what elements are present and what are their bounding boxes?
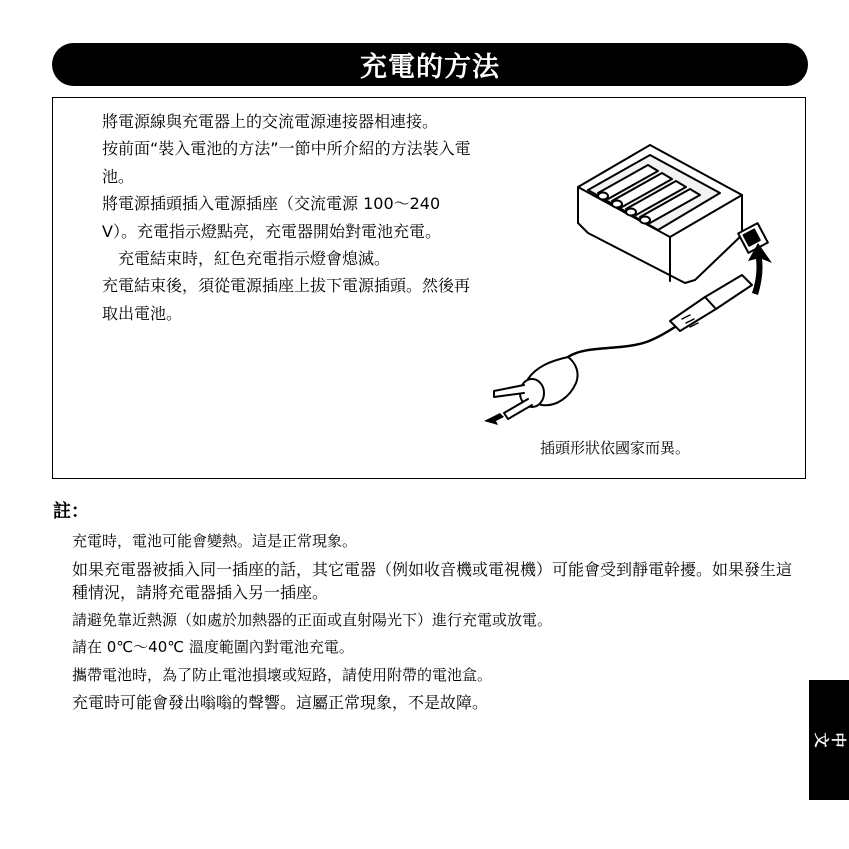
step-1: 將電源線與充電器上的交流電源連接器相連接。 xyxy=(102,112,439,131)
section-title-banner xyxy=(52,43,808,86)
plug-prong-lower xyxy=(504,399,532,419)
note-item: 請在 0℃～40℃ 溫度範圍內對電池充電。 xyxy=(72,638,354,656)
direction-arrow-icon xyxy=(484,413,504,425)
instruction-steps xyxy=(102,108,478,327)
notes-list xyxy=(72,530,802,719)
charger-illustration xyxy=(480,135,790,435)
note-item: 攜帶電池時，為了防止電池損壞或短路，請使用附帶的電池盒。 xyxy=(72,665,493,684)
notes-heading: 註： xyxy=(53,501,89,522)
note-item: 請避免靠近熱源（如處於加熱器的正面或直射陽光下）進行充電或放電。 xyxy=(72,610,553,629)
step-note: 充電結束時，紅色充電指示燈會熄滅。 xyxy=(118,249,391,269)
step-4: 充電結束後，須從電源插座上拔下電源插頭。然後再取出電池。 xyxy=(102,276,471,323)
plug-caption: 插頭形狀依國家而異。 xyxy=(540,439,691,457)
note-item: 如果充電器被插入同一插座的話，其它電器（例如收音機或電視機）可能會受到靜電幹擾。如果發生這種情況，請將充電器插入另一插座。 xyxy=(72,559,793,602)
page-title: 充電的方法 xyxy=(360,52,500,83)
step-2: 按前面“裝入電池的方法”一節中所介紹的方法裝入電池。 xyxy=(102,139,471,186)
power-cord xyxy=(568,327,675,357)
language-tab xyxy=(809,680,849,800)
note-item: 充電時可能會發出嗡嗡的聲響。這屬正常現象，不是故障。 xyxy=(72,693,489,712)
cord-connector xyxy=(705,275,752,309)
step-3: 將電源插頭插入電源插座（交流電源 100～240 V）。充電指示燈點亮，充電器開始對電池充電。 xyxy=(102,194,441,241)
note-item: 充電時，電池可能會變熱。這是正常現象。 xyxy=(72,532,358,550)
language-tab-label: 中文 xyxy=(812,730,846,749)
